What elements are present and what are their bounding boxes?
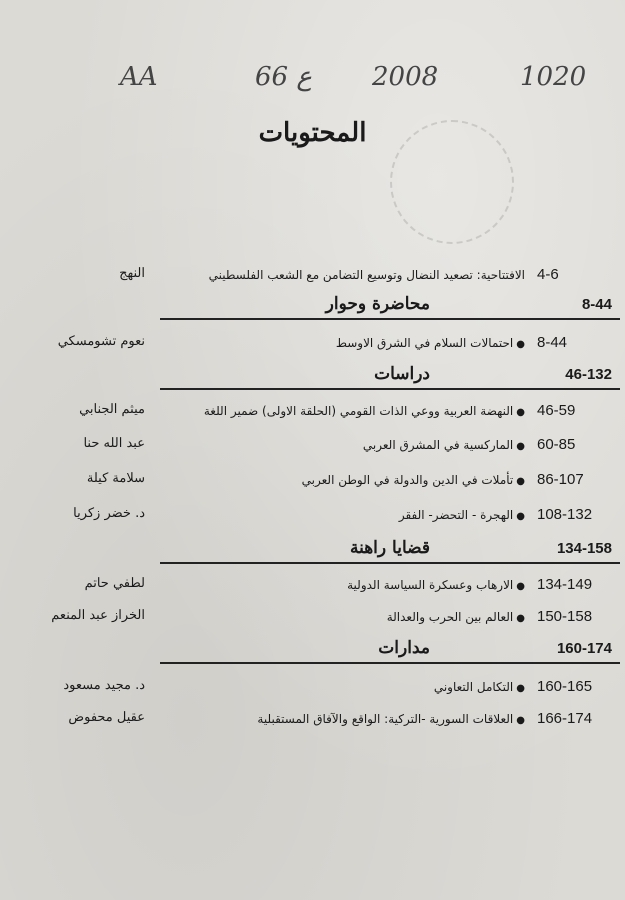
section-range: 134-158 [556, 540, 612, 557]
toc-entry [0, 400, 625, 424]
bullet-icon: ● [516, 683, 525, 694]
toc-pages: 134-149 [537, 576, 593, 593]
toc-title [204, 404, 525, 418]
toc-pages: 46-59 [537, 402, 576, 419]
handwritten-note-1: AA [120, 62, 158, 92]
toc-pages: 86-107 [537, 471, 584, 488]
section-range: 8-44 [581, 296, 612, 313]
toc-entry-editorial [0, 264, 625, 288]
toc-title-text: الماركسية في المشرق العربي [362, 438, 514, 452]
toc-author: د. مجيد مسعود [63, 678, 145, 693]
toc-entry [0, 434, 625, 458]
toc-title [399, 508, 525, 522]
page-title: المحتويات [258, 118, 367, 148]
toc-author: سلامة كيلة [86, 471, 145, 486]
toc-author: عقيل محفوض [68, 710, 145, 725]
toc-pages: 60-85 [537, 436, 576, 453]
toc-entry [0, 606, 625, 630]
section-heading: محاضرة وحوار [325, 294, 430, 314]
toc-title-text: الارهاب وعسكرة السياسة الدولية [347, 578, 514, 592]
toc-title [387, 610, 525, 624]
section-header-studies [160, 364, 620, 390]
bullet-icon: ● [516, 511, 525, 522]
toc-title-text: الهجرة - التحضر- الفقر [398, 508, 514, 522]
bullet-icon: ● [516, 441, 525, 452]
bullet-icon: ● [516, 339, 525, 350]
toc-title [257, 712, 525, 726]
toc-entry [0, 574, 625, 598]
toc-pages: 4-6 [537, 266, 559, 283]
toc-author: نعوم تشومسكي [57, 334, 145, 349]
section-divider [160, 388, 620, 390]
section-heading: دراسات [374, 364, 430, 384]
section-range: 160-174 [556, 640, 612, 657]
bullet-icon: ● [516, 407, 525, 418]
bullet-icon: ● [516, 715, 525, 726]
section-divider [160, 662, 620, 664]
toc-entry [0, 469, 625, 493]
section-range: 46-132 [565, 366, 612, 383]
section-heading: مدارات [378, 638, 430, 658]
section-header-lecture [160, 294, 620, 320]
toc-title [347, 578, 525, 592]
section-heading: قضايا راهنة [349, 538, 430, 558]
toc-author: د. خضر زكريا [73, 506, 145, 521]
toc-pages: 160-165 [537, 678, 593, 695]
toc-title [434, 680, 525, 694]
toc-author: الخراز عبد المنعم [51, 608, 145, 623]
bullet-icon: ● [516, 613, 525, 624]
toc-pages: 166-174 [537, 710, 593, 727]
toc-title [363, 438, 525, 452]
toc-title [336, 336, 525, 350]
handwritten-note-4: 1020 [520, 62, 587, 92]
toc-title-text: تأملات في الدين والدولة في الوطن العربي [301, 473, 514, 487]
section-header-orbits [160, 638, 620, 664]
toc-author: لطفي حاتم [84, 576, 145, 591]
toc-title [302, 473, 525, 487]
toc-title-text: العالم بين الحرب والعدالة [386, 610, 514, 624]
toc-title-text: التكامل التعاوني [433, 680, 514, 694]
toc-entry [0, 332, 625, 356]
toc-author: النهج [119, 266, 145, 281]
handwritten-note-2: 66 ع [255, 62, 312, 92]
toc-title-text: النهضة العربية ووعي الذات القومي (الحلقة الاولى) ضمير اللغة [203, 404, 514, 418]
bullet-icon: ● [516, 476, 525, 487]
toc-pages: 108-132 [537, 506, 593, 523]
bullet-icon: ● [516, 581, 525, 592]
toc-title-text: احتمالات السلام في الشرق الاوسط [335, 336, 514, 350]
toc-author: عبد الله حنا [83, 436, 145, 451]
handwritten-note-3: 2008 [372, 62, 439, 92]
toc-author: ميثم الجنابي [79, 402, 145, 417]
toc-title-text: العلاقات السورية -التركية: الواقع والآفاق المستقبلية [257, 712, 514, 726]
toc-entry [0, 676, 625, 700]
toc-title: الافتتاحية: تصعيد النضال وتوسيع التضامن مع الشعب الفلسطيني [208, 268, 525, 282]
toc-pages: 150-158 [537, 608, 593, 625]
toc-entry [0, 708, 625, 732]
section-divider [160, 318, 620, 320]
toc-entry [0, 504, 625, 528]
section-divider [160, 562, 620, 564]
toc-pages: 8-44 [537, 334, 568, 351]
section-header-current-issues [160, 538, 620, 564]
